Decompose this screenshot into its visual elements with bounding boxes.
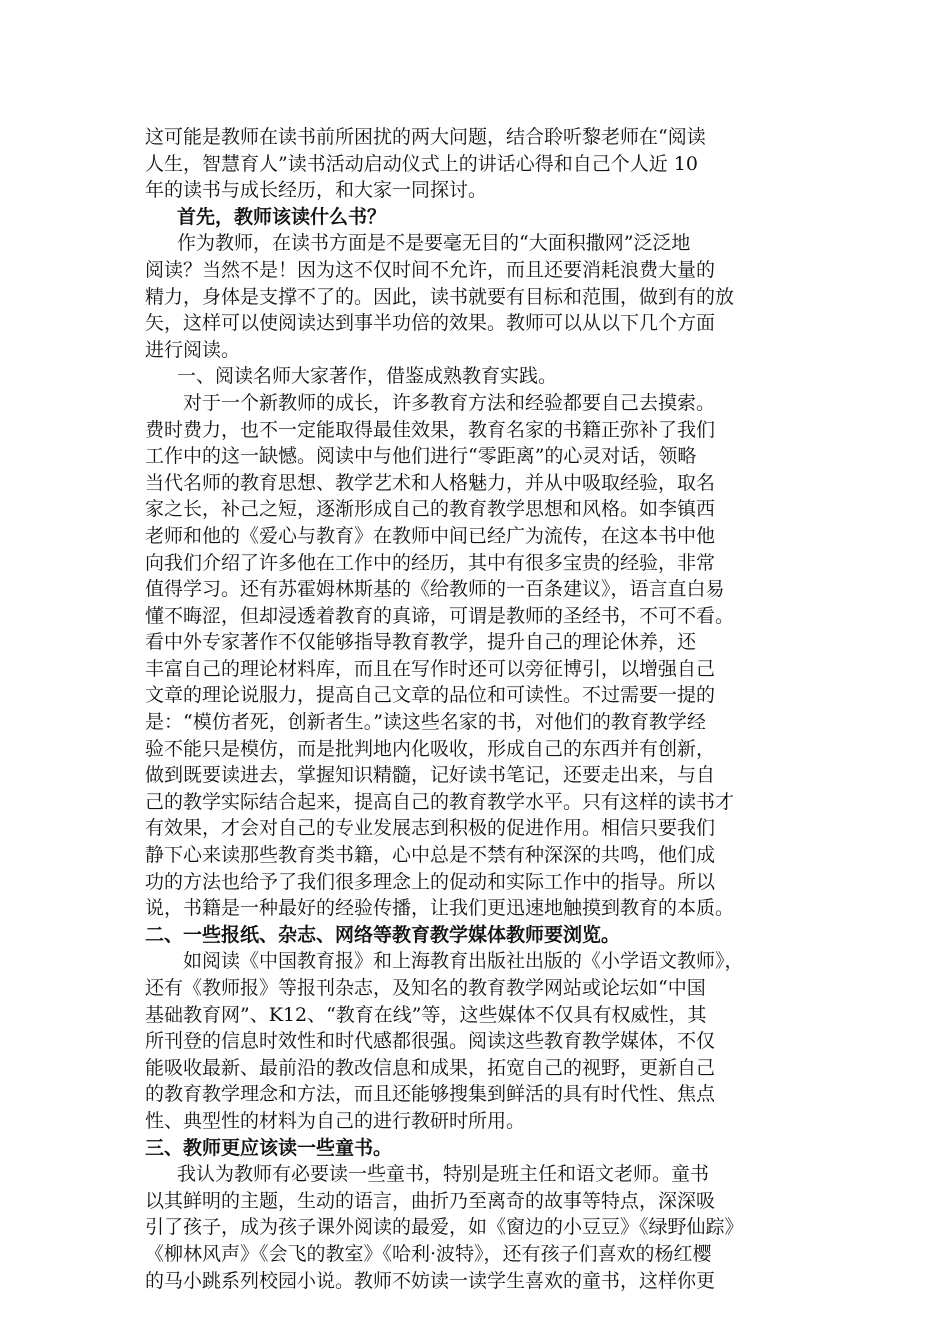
- text-line: 性、典型性的材料为自己的进行教研时所用。: [145, 1109, 526, 1132]
- text-line: 功的方法也给予了我们很多理念上的促动和实际工作中的指导。所以: [145, 870, 716, 893]
- text-line: 工作中的这一缺憾。阅读中与他们进行“零距离”的心灵对话，领略: [145, 445, 697, 468]
- text-line: 说，书籍是一种最好的经验传播，让我们更迅速地触摸到教育的本质。: [145, 897, 735, 920]
- document-body: [145, 124, 825, 1294]
- text-line: 进行阅读。: [145, 338, 241, 361]
- text-line: 丰富自己的理论材料库，而且在写作时还可以旁征博引，以增强自己: [145, 657, 716, 680]
- text-line: 以其鲜明的主题，生动的语言，曲折乃至离奇的故事等特点，深深吸: [145, 1189, 716, 1212]
- text-line: 是：“模仿者死，创新者生。”读这些名家的书，对他们的教育教学经: [145, 711, 706, 734]
- text-line: 还有《教师报》等报刊杂志，及知名的教育教学网站或论坛如“中国: [145, 977, 706, 999]
- text-line: 我认为教师有必要读一些童书，特别是班主任和语文老师。童书: [177, 1163, 710, 1186]
- text-line: 精力，身体是支撑不了的。因此，读书就要有目标和范围，做到有的放: [145, 285, 735, 308]
- text-line: 家之长，补己之短，逐渐形成自己的教育教学思想和风格。如李镇西: [145, 498, 716, 521]
- text-line: 能吸收最新、最前沿的教改信息和成果，拓宽自己的视野，更新自己: [145, 1056, 716, 1079]
- text-line: 己的教学实际结合起来，提高自己的教育教学水平。只有这样的读书才: [145, 790, 735, 813]
- text-line: 对于一个新教师的成长，许多教育方法和经验都要自己去摸索。: [183, 391, 716, 414]
- text-line: 矢，这样可以使阅读达到事半功倍的效果。教师可以从以下几个方面: [145, 312, 716, 335]
- text-line: 阅读？当然不是！因为这不仅时间不允许，而且还要消耗浪费大量的: [145, 258, 716, 281]
- text-line: 这可能是教师在读书前所困扰的两大问题，结合聆听黎老师在“阅读: [145, 126, 706, 148]
- text-line: 所刊登的信息时效性和时代感都很强。阅读这些教育教学媒体，不仅: [145, 1030, 716, 1053]
- text-line: 文章的理论说服力，提高自己文章的品位和可读性。不过需要一提的: [145, 684, 716, 707]
- text-line: 费时费力，也不一定能取得最佳效果，教育名家的书籍正弥补了我们: [145, 418, 716, 441]
- subsection-heading: 一、阅读名师大家著作，借鉴成熟教育实践。: [177, 365, 558, 388]
- text-line: 引了孩子，成为孩子课外阅读的最爱，如《窗边的小豆豆》《绿野仙踪》: [145, 1216, 744, 1239]
- text-line: 作为教师，在读书方面是不是要毫无目的“大面积撒网”泛泛地: [177, 232, 691, 255]
- text-line: 验不能只是模仿，而是批判地内化吸收，形成自己的东西并有创新，: [145, 737, 716, 760]
- text-line: 看中外专家著作不仅能够指导教育教学，提升自己的理论休养，还: [145, 631, 697, 654]
- text-line: 如阅读《中国教育报》和上海教育出版社出版的《小学语文教师》，: [183, 950, 744, 973]
- text-line: 人生，智慧育人”读书活动启动仪式上的讲话心得和自己个人近 10: [145, 152, 698, 175]
- text-line: 静下心来读那些教育类书籍，心中总是不禁有种深深的共鸣，他们成: [145, 844, 716, 867]
- text-line: 有效果，才会对自己的专业发展志到积极的促进作用。相信只要我们: [145, 817, 716, 840]
- text-line: 懂不晦涩，但却浸透着教育的真谛，可谓是教师的圣经书，不可不看。: [145, 604, 735, 627]
- text-line: 老师和他的《爱心与教育》在教师中间已经广为流传，在这本书中他: [145, 524, 716, 547]
- text-line: 做到既要读进去，掌握知识精髓，记好读书笔记，还要走出来，与自: [145, 764, 716, 787]
- text-line: 年的读书与成长经历，和大家一同探讨。: [145, 179, 488, 202]
- text-line: 向我们介绍了许多他在工作中的经历，其中有很多宝贵的经验，非常: [145, 551, 716, 574]
- text-line: 基础教育网”、K12、“教育在线”等，这些媒体不仅具有权威性，其: [145, 1003, 707, 1026]
- text-line: 的教育教学理念和方法，而且还能够搜集到鲜活的具有时代性、焦点: [145, 1083, 716, 1106]
- text-line: 值得学习。还有苏霍姆林斯基的《给教师的一百条建议》，语言直白易: [145, 578, 725, 601]
- text-line: 当代名师的教育思想、教学艺术和人格魅力，并从中吸取经验，取名: [145, 471, 716, 494]
- section-heading: 三、教师更应该读一些童书。: [145, 1136, 393, 1159]
- section-heading: 首先，教师该读什么书？: [177, 205, 387, 228]
- text-line: 的马小跳系列校园小说。教师不妨读一读学生喜欢的童书，这样你更: [145, 1269, 716, 1292]
- text-line: 《柳林风声》《会飞的教室》《哈利·波特》，还有孩子们喜欢的杨红樱: [145, 1242, 712, 1265]
- section-heading: 二、一些报纸、杂志、网络等教育教学媒体教师要浏览。: [145, 923, 621, 946]
